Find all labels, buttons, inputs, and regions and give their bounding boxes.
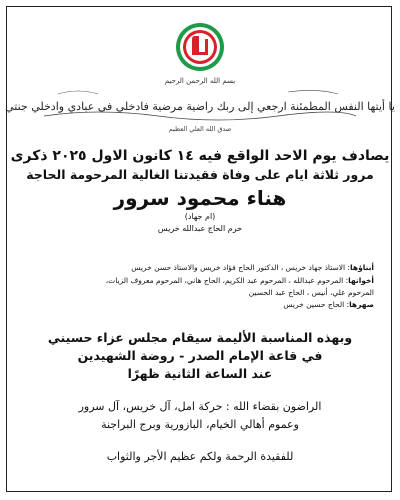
sons-in-law-label: صهرها xyxy=(349,300,374,309)
brothers-names-cont: المرحوم علي، أنيس ، الحاج عبد الحسين xyxy=(248,288,374,297)
sons-in-law-line xyxy=(34,299,374,310)
ceremony-line-1: وبهذه المناسبة الأليمة سيقام مجلس عزاء حسيني xyxy=(47,330,353,345)
ceremony-line-3: عند الساعة الثانية ظهرًا xyxy=(127,366,273,381)
announcement-line-2: مرور ثلاثة ايام على وفاة فقيدتنا الغالية المرحومة الحاجة xyxy=(26,167,374,182)
brothers-line-cont xyxy=(34,287,374,298)
deceased-kunya: (ام جهاد) xyxy=(184,212,216,221)
announcement-line-1: يصادف يوم الاحد الواقع فيه ١٤ كانون الاول ٢٠٢٥ ذكرى xyxy=(10,148,390,164)
wife-of-text: حرم الحاج عبدالله خريس xyxy=(157,224,243,233)
amal-movement-logo-icon xyxy=(175,22,225,72)
sons-line xyxy=(34,262,374,273)
ceremony-line-2: في قاعة الإمام الصدر - روضة الشهيدين xyxy=(77,348,323,363)
quran-verse-text: يا أيتها النفس المطمئنة ارجعي إلى ربك راضية مرضية فادخلي في عبادي وادخلي جنتي xyxy=(5,100,395,113)
deceased-name: هناء محمود سرور xyxy=(113,186,287,210)
mourners-line-2: وعموم أهالي الخيام، البازورية وبرج البراجنة xyxy=(101,418,299,431)
sadaqa-text: صدق الله العلي العظيم xyxy=(168,125,232,133)
closing-text: للفقيدة الرحمة ولكم عظيم الأجر والثواب xyxy=(106,450,294,463)
sons-in-law-names: : الحاج حسين خريس xyxy=(283,300,350,309)
sons-names: : الاستاذ جهاد خريس ، الدكتور الحاج فؤاد خريس والاستاذ حسن خريس xyxy=(131,263,351,272)
brothers-label: أخوانها xyxy=(348,276,374,285)
brothers-names: : المرحوم عبدالله ، المرحوم عبد الكريم، الحاج هاني، المرحوم معروف الزيات، xyxy=(105,276,349,285)
brothers-line xyxy=(34,275,374,286)
mourners-line-1: الراضون بقضاء الله : حركة امل، آل خريس، آل سرور xyxy=(78,400,322,413)
basmala-text: بسم الله الرحمن الرحيم xyxy=(164,77,236,85)
quran-verse-calligraphy xyxy=(5,86,395,122)
sons-label: أبناؤها xyxy=(350,263,374,272)
